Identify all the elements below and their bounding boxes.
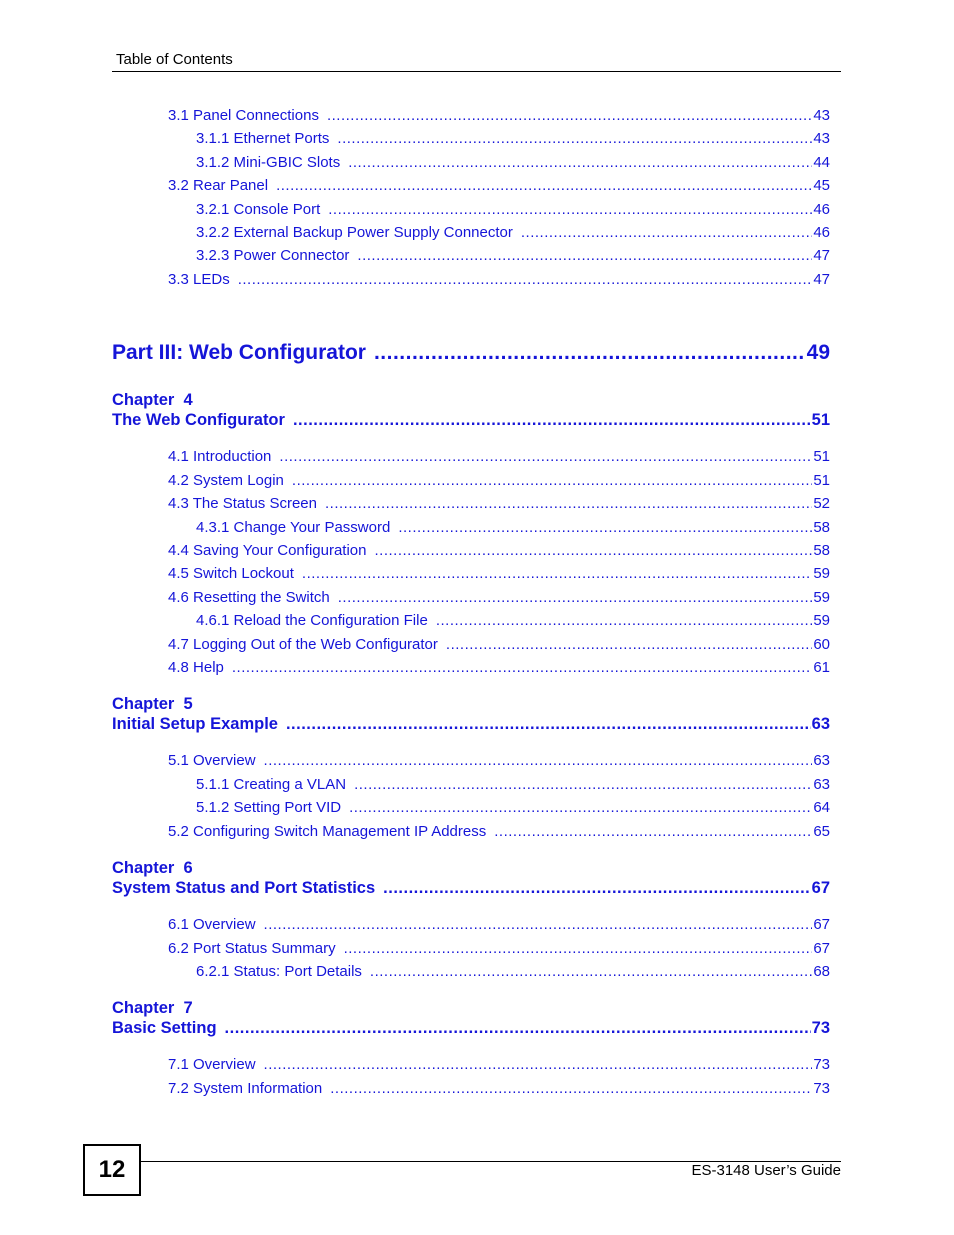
page-number: 12 (98, 1156, 126, 1183)
toc-entry-label: 5.1.1 Creating a VLAN (196, 776, 347, 793)
toc-entry-page: 59 (813, 612, 830, 629)
toc-entry-page: 58 (813, 519, 830, 536)
page-number-box (83, 1144, 141, 1196)
toc-entry-4-7[interactable] (168, 636, 830, 656)
toc-entry-label: 4.7 Logging Out of the Web Configurator (168, 636, 438, 653)
toc-entry-page: 43 (813, 130, 830, 147)
toc-entry-page: 59 (813, 565, 830, 582)
toc-chapter-page: 73 (811, 1019, 830, 1037)
chapter-number: Chapter 6 (112, 859, 193, 877)
toc-entry-page: 43 (813, 107, 830, 124)
toc-entry-page: 45 (813, 177, 830, 194)
header-title: Table of Contents (116, 51, 233, 68)
toc-entry-label: 5.1.2 Setting Port VID (196, 799, 342, 816)
toc-entry-4-4[interactable] (168, 542, 830, 562)
toc-entry-label: 7.1 Overview (168, 1056, 256, 1073)
toc-entry-page: 65 (813, 823, 830, 840)
toc-entry-5-1-2[interactable] (196, 799, 830, 819)
toc-entry-page: 60 (813, 636, 830, 653)
toc-entry-label: 4.6.1 Reload the Configuration File (196, 612, 428, 629)
toc-entry-4-3[interactable] (168, 495, 830, 515)
header-divider (112, 71, 841, 72)
toc-entry-label: 5.2 Configuring Switch Management IP Address (168, 823, 487, 840)
toc-entry-page: 73 (813, 1080, 830, 1097)
toc-entry-label: 6.2.1 Status: Port Details (196, 963, 362, 980)
toc-entry-label: 7.2 System Information (168, 1080, 323, 1097)
toc-chapter-7[interactable] (112, 1019, 830, 1041)
toc-entry-label: 3.2.1 Console Port (196, 201, 321, 218)
toc-entry-page: 68 (813, 963, 830, 980)
toc-entry-5-1[interactable] (168, 752, 830, 772)
toc-entry-6-1[interactable] (168, 916, 830, 936)
toc-entry-5-1-1[interactable] (196, 776, 830, 796)
toc-chapter-title: Initial Setup Example (112, 715, 278, 733)
toc-entry-3-1-2[interactable] (196, 154, 830, 174)
toc-entry-4-1[interactable] (168, 448, 830, 468)
toc-entry-label: 3.3 LEDs (168, 271, 230, 288)
toc-entry-label: 4.5 Switch Lockout (168, 565, 294, 582)
toc-entry-3-2-3[interactable] (196, 247, 830, 267)
toc-entry-label: 3.2.3 Power Connector (196, 247, 350, 264)
toc-entry-page: 67 (813, 940, 830, 957)
toc-entry-3-3[interactable] (168, 271, 830, 291)
toc-entry-page: 58 (813, 542, 830, 559)
toc-entry-4-6-1[interactable] (196, 612, 830, 632)
chapter-number: Chapter 7 (112, 999, 193, 1017)
toc-entry-page: 51 (813, 472, 830, 489)
toc-entry-label: 3.1.1 Ethernet Ports (196, 130, 330, 147)
toc-entry-page: 44 (813, 154, 830, 171)
toc-entry-3-1-1[interactable] (196, 130, 830, 150)
toc-entry-4-5[interactable] (168, 565, 830, 585)
toc-entry-page: 73 (813, 1056, 830, 1073)
toc-entry-3-2-1[interactable] (196, 201, 830, 221)
toc-entry-4-3-1[interactable] (196, 519, 830, 539)
toc-entry-page: 61 (813, 659, 830, 676)
toc-entry-6-2[interactable] (168, 940, 830, 960)
toc-chapter-4[interactable] (112, 411, 830, 433)
toc-chapter-5[interactable] (112, 715, 830, 737)
chapter-number: Chapter 4 (112, 391, 193, 409)
toc-entry-label: 3.1 Panel Connections (168, 107, 319, 124)
toc-entry-page: 47 (813, 247, 830, 264)
toc-entry-4-2[interactable] (168, 472, 830, 492)
toc-chapter-page: 51 (811, 411, 830, 429)
toc-entry-label: 3.2.2 External Backup Power Supply Connector (196, 224, 513, 241)
toc-entry-page: 63 (813, 752, 830, 769)
toc-entry-page: 67 (813, 916, 830, 933)
toc-entry-3-2-2[interactable] (196, 224, 830, 244)
toc-part-page: 49 (806, 341, 830, 364)
toc-entry-page: 46 (813, 201, 830, 218)
toc-part-3[interactable] (112, 341, 830, 369)
toc-entry-label: 6.1 Overview (168, 916, 256, 933)
toc-entry-label: 4.3.1 Change Your Password (196, 519, 391, 536)
toc-entry-4-6[interactable] (168, 589, 830, 609)
toc-entry-page: 47 (813, 271, 830, 288)
toc-chapter-6[interactable] (112, 879, 830, 901)
toc-entry-6-2-1[interactable] (196, 963, 830, 983)
chapter-number: Chapter 5 (112, 695, 193, 713)
toc-part-label: Part III: Web Configurator (112, 341, 366, 364)
toc-entry-page: 63 (813, 776, 830, 793)
toc-entry-7-2[interactable] (168, 1080, 830, 1100)
toc-entry-label: 4.2 System Login (168, 472, 284, 489)
toc-chapter-title: The Web Configurator (112, 411, 285, 429)
toc-entry-label: 4.6 Resetting the Switch (168, 589, 330, 606)
toc-entry-page: 64 (813, 799, 830, 816)
toc-entry-label: 3.1.2 Mini-GBIC Slots (196, 154, 341, 171)
toc-entry-page: 52 (813, 495, 830, 512)
toc-entry-label: 6.2 Port Status Summary (168, 940, 336, 957)
toc-entry-label: 4.3 The Status Screen (168, 495, 317, 512)
guide-title: ES-3148 User’s Guide (691, 1162, 841, 1179)
toc-entry-5-2[interactable] (168, 823, 830, 843)
toc-entry-3-1[interactable] (168, 107, 830, 127)
toc-entry-page: 51 (813, 448, 830, 465)
toc-entry-label: 5.1 Overview (168, 752, 256, 769)
toc-entry-page: 59 (813, 589, 830, 606)
toc-entry-label: 4.8 Help (168, 659, 224, 676)
toc-entry-4-8[interactable] (168, 659, 830, 679)
toc-entry-page: 46 (813, 224, 830, 241)
toc-entry-7-1[interactable] (168, 1056, 830, 1076)
toc-chapter-title: Basic Setting (112, 1019, 217, 1037)
toc-entry-3-2[interactable] (168, 177, 830, 197)
toc-chapter-page: 63 (811, 715, 830, 733)
toc-entry-label: 4.4 Saving Your Configuration (168, 542, 367, 559)
toc-chapter-page: 67 (811, 879, 830, 897)
toc-entry-label: 4.1 Introduction (168, 448, 272, 465)
toc-chapter-title: System Status and Port Statistics (112, 879, 376, 897)
toc-entry-label: 3.2 Rear Panel (168, 177, 269, 194)
